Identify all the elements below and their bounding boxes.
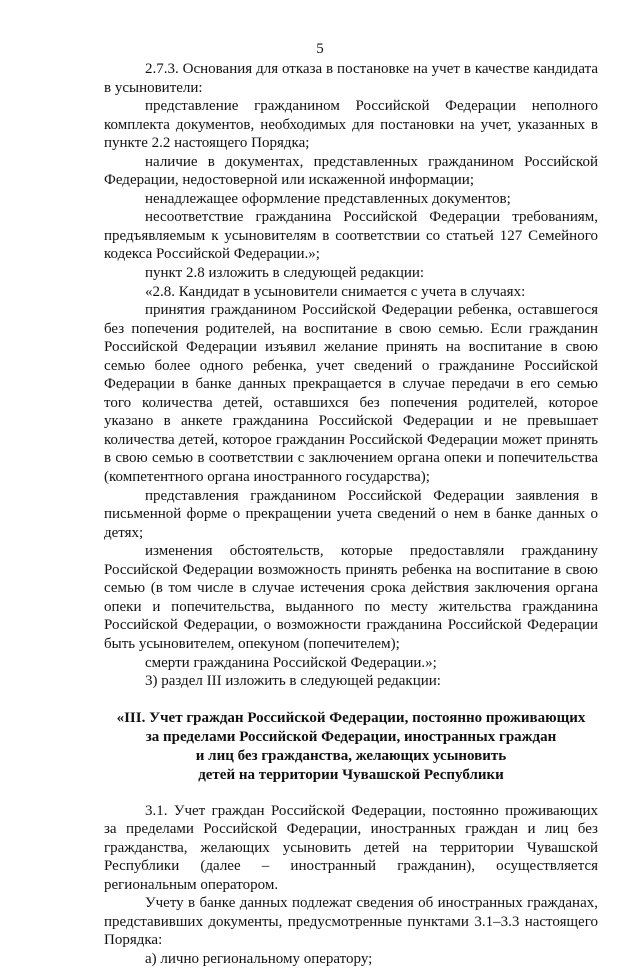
paragraph-amend-2-8: пункт 2.8 изложить в следующей редакции:: [145, 265, 425, 282]
paragraph-false-information: наличие в документах, представленных гражданином Российской Федерации, недостоверной или искаженной информации;: [104, 153, 598, 189]
paragraph-data-bank: Учету в банке данных подлежат сведения об иностранных гражданах, представивших документы, предусмотренные пунктами 3.1–3.3 настоящего Порядка:: [104, 895, 598, 949]
paragraph-3-1: 3.1. Учет граждан Российской Федерации, постоянно проживающих за пределами Российской Федерации, иностранных граждан и лиц без гражданства, желающих усыновить детей на территории Чувашской Республики (далее – иностранный гражданин), осуществляется региональным оператором.: [104, 802, 598, 893]
paragraph-death: смерти гражданина Российской Федерации.»;: [145, 654, 437, 671]
paragraph-2-8: «2.8. Кандидат в усыновители снимается с учета в случаях:: [145, 283, 526, 300]
paragraph-improper-formatting: ненадлежащее оформление представленных документов;: [145, 190, 511, 207]
heading-line: и лиц без гражданства, желающих усыновить: [195, 747, 507, 764]
paragraph-written-application: представления гражданином Российской Федерации заявления в письменной форме о прекращении учета сведений о нем в банке данных о детях;: [104, 487, 598, 541]
section-3-heading: [104, 709, 598, 785]
heading-line: детей на территории Чувашской Республики: [198, 766, 504, 783]
page-number: 5: [316, 41, 324, 57]
paragraph-child-accepted: принятия гражданином Российской Федерации ребенка, оставшегося без попечения родителей, на воспитание в свою семью. Если гражданин Российской Федерации изъявил желание принять на воспитание в свою семью более одного ребенка, учет сведений о гражданине Российской Федерации в банке данных прекращается в случае передачи в его семью того количества детей, оставшихся без попечения родителей, которое указано в анкете гражданина Российской Федерации и не превышает количества детей, которое гражданин Российской Федерации может принять в свою семью в соответствии с заключением органа опеки и попечительства (компетентного органа иностранного государства);: [104, 302, 598, 486]
paragraph-amend-section-3: 3) раздел III изложить в следующей редакции:: [145, 673, 441, 690]
paragraph-item-a: а) лично региональному оператору;: [145, 950, 373, 967]
paragraph-nonconformity: несоответствие гражданина Российской Федерации требованиям, предъявляемым к усыновителям в соответствии со статьей 127 Семейного кодекса Российской Федерации.»;: [104, 209, 598, 263]
document-body: [104, 60, 598, 969]
paragraph-incomplete-documents: представление гражданином Российской Федерации неполного комплекта документов, необходимых для постановки на учет, указанных в пункте 2.2 настоящего Порядка;: [104, 98, 598, 152]
heading-line: за пределами Российской Федерации, иностранных граждан: [145, 728, 557, 745]
heading-line: «III. Учет граждан Российской Федерации, постоянно проживающих: [116, 709, 586, 726]
paragraph-2-7-3: 2.7.3. Основания для отказа в постановке на учет в качестве кандидата в усыновители:: [104, 61, 598, 96]
paragraph-changed-circumstances: изменения обстоятельств, которые предоставляли гражданину Российской Федерации возможность принять ребенка на воспитание в свою семью (в том числе в случае истечения срока действия заключения органа опеки и попечительства, выданного по месту жительства гражданина Российской Федерации, о возможности гражданина Российской Федерации быть усыновителем, опекуном (попечителем);: [104, 543, 598, 652]
